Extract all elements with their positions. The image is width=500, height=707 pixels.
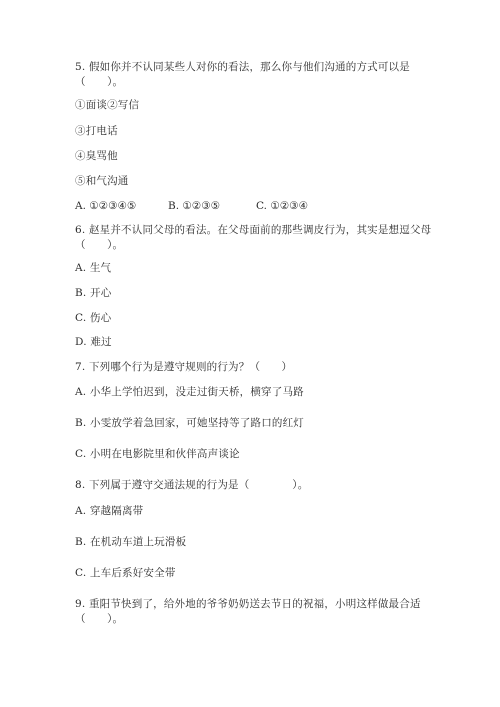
question-5-choice-b: B. ①②③⑤: [168, 200, 221, 212]
question-5-stem-line2: （ ）。: [75, 76, 124, 88]
question-9-stem-line1: 9. 重阳节快到了，给外地的爷爷奶奶送去节日的祝福，小明这样做最合适: [75, 598, 421, 610]
question-6-option-b: B. 开心: [75, 287, 112, 299]
question-6-option-d: D. 难过: [75, 336, 112, 348]
question-8-option-b: B. 在机动车道上玩滑板: [75, 536, 187, 548]
question-6-stem-line1: 6. 赵星并不认同父母的看法。在父母面前的那些调皮行为，其实是想逗父母: [75, 224, 432, 236]
question-5-choices: [75, 199, 375, 214]
question-5-item-3: ④臭骂他: [75, 150, 118, 162]
question-6-stem-line2: （ ）。: [75, 239, 124, 251]
question-5-item-4: ⑤和气沟通: [75, 175, 129, 187]
question-6-option-c: C. 伤心: [75, 312, 112, 324]
question-5-choice-a: A. ①②③④⑤: [75, 200, 137, 212]
question-7-option-c: C. 小明在电影院里和伙伴高声谈论: [75, 448, 240, 460]
question-7-option-a: A. 小华上学怕迟到，没走过街天桥，横穿了马路: [75, 386, 304, 398]
question-8-stem: 8. 下列属于遵守交通法规的行为是（ ）。: [75, 479, 309, 491]
question-9-stem-line2: （ ）。: [75, 613, 124, 625]
question-7-option-b: B. 小雯放学着急回家，可她坚持等了路口的红灯: [75, 417, 304, 429]
question-6-option-a: A. 生气: [75, 262, 112, 274]
question-5-item-2: ③打电话: [75, 125, 118, 137]
question-8-option-c: C. 上车后系好安全带: [75, 567, 176, 579]
question-7-stem: 7. 下列哪个行为是遵守规则的行为？（ ）: [75, 361, 293, 373]
question-5-choice-c: C. ①②③④: [256, 200, 308, 212]
question-5-item-1: ①面谈②写信: [75, 99, 140, 111]
question-5-stem-line1: 5. 假如你并不认同某些人对你的看法，那么你与他们沟通的方式可以是: [75, 61, 410, 73]
question-8-option-a: A. 穿越隔离带: [75, 505, 144, 517]
